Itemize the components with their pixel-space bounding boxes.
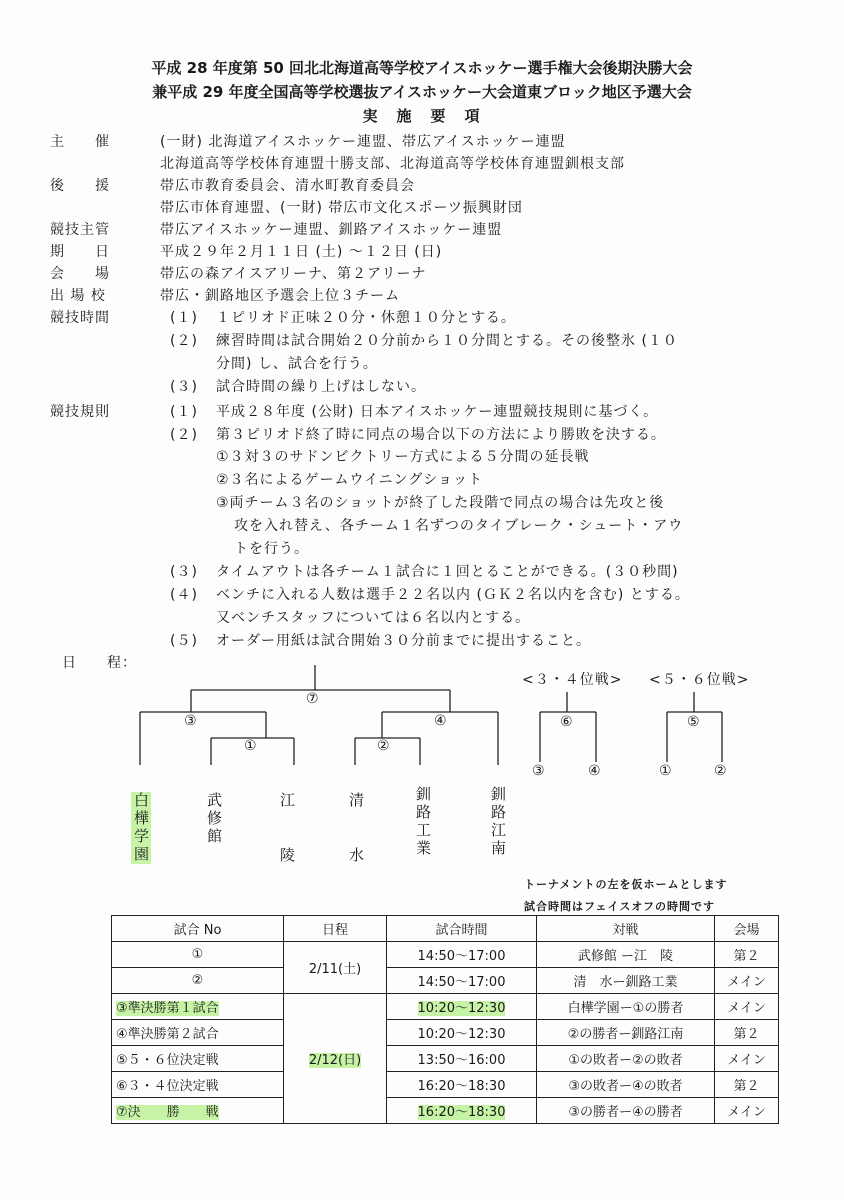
time-rule-2-text: 練習時間は試合開始２０分前から１０分間とする。その後整氷 (１０ xyxy=(216,333,678,349)
table-row xyxy=(112,1098,779,1124)
bracket-q1-game: ① xyxy=(244,738,258,754)
row-time-text: 16:20〜18:30 xyxy=(417,1105,506,1120)
row-venue: 第２ xyxy=(715,1020,779,1046)
row-game-no: ⑥３・４位決定戦 xyxy=(112,1072,284,1098)
date-day2-text: 2/12(日) xyxy=(308,1053,362,1068)
third-place-game: ⑥ xyxy=(560,714,574,730)
table-row xyxy=(112,968,779,994)
table-row xyxy=(112,1072,779,1098)
row-venue: メイン xyxy=(715,994,779,1020)
game-rule-4-text: ベンチに入れる人数は選手２２名以内 (ＧＫ２名以内を含む) とする。 xyxy=(216,587,690,603)
team-shirakaba: 白樺学園 xyxy=(132,792,150,864)
row-game-no: ② xyxy=(112,968,284,994)
teams-text: 帯広・釧路地区予選会上位３チーム xyxy=(160,288,400,304)
third-place-left: ③ xyxy=(532,763,546,779)
third-place-right: ④ xyxy=(588,763,602,779)
row-time xyxy=(387,1098,537,1124)
label-teams: 出 場 校 xyxy=(50,288,106,304)
row-time: 14:50〜17:00 xyxy=(387,968,537,994)
game-rule-1-text: 平成２８年度 (公財) 日本アイスホッケー連盟競技規則に基づく。 xyxy=(216,404,659,420)
row-game-no: ④準決勝第２試合 xyxy=(112,1020,284,1046)
row-match: ①の敗者ー②の敗者 xyxy=(537,1046,715,1072)
time-rule-3-text: 試合時間の繰り上げはしない。 xyxy=(216,379,426,395)
game-rule-sub-3-cont2: トを行う。 xyxy=(234,541,309,557)
row-match: ③の敗者ー④の敗者 xyxy=(537,1072,715,1098)
label-date: 期 日 xyxy=(50,244,110,260)
time-rule-2-cont: 分間) し、試合を行う。 xyxy=(216,356,378,372)
note-faceoff: 試合時間はフェイスオフの時間です xyxy=(524,900,716,913)
game-rule-sub-3: ③両チーム３名のショットが終了した段階で同点の場合は先攻と後 xyxy=(216,495,665,511)
time-rule-1-num: (１) xyxy=(170,310,198,326)
label-game-rules: 競技規則 xyxy=(50,404,110,420)
bracket-final-game: ⑦ xyxy=(306,691,320,707)
row-venue: 第２ xyxy=(715,1072,779,1098)
header-date: 日程 xyxy=(284,916,387,942)
row-match: 清 水ー釧路工業 xyxy=(537,968,715,994)
game-rule-3-num: (３) xyxy=(170,564,198,580)
game-rule-2-num: (２) xyxy=(170,427,198,443)
team-koryo: 江陵 xyxy=(278,792,296,902)
bracket-semi1-game: ③ xyxy=(184,713,198,729)
schedule-label: 日 程： xyxy=(62,655,137,671)
title-line-2: 兼平成 29 年度全国高等学校選抜アイスホッケー大会道東ブロック地区予選大会 xyxy=(152,83,692,101)
schedule-table xyxy=(111,915,779,1124)
row-venue: メイン xyxy=(715,968,779,994)
table-row xyxy=(112,994,779,1020)
row-time: 16:20〜18:30 xyxy=(387,1072,537,1098)
label-time-rules: 競技時間 xyxy=(50,310,110,326)
label-support: 後 援 xyxy=(50,178,110,194)
title-line-1: 平成 28 年度第 50 回北北海道高等学校アイスホッケー選手権大会後期決勝大会 xyxy=(151,59,693,77)
header-time: 試合時間 xyxy=(387,916,537,942)
row-match: ③の勝者ー④の勝者 xyxy=(537,1098,715,1124)
header-game-no: 試合 No xyxy=(112,916,284,942)
row-venue: メイン xyxy=(715,1098,779,1124)
header-match: 対戦 xyxy=(537,916,715,942)
third-place-title: <３・４位戦> xyxy=(522,672,623,688)
game-rule-5-text: オーダー用紙は試合開始３０分前までに提出すること。 xyxy=(216,633,591,649)
label-manager: 競技主管 xyxy=(50,222,110,238)
game-rule-sub-3-cont1: 攻を入れ替え、各チーム１名ずつのタイブレーク・シュート・アウ xyxy=(234,518,684,534)
fifth-place-game: ⑤ xyxy=(687,714,701,730)
sponsor-line-1: (一財) 北海道アイスホッケー連盟、帯広アイスホッケー連盟 xyxy=(160,134,566,150)
header-venue: 会場 xyxy=(715,916,779,942)
support-line-1: 帯広市教育委員会、清水町教育委員会 xyxy=(160,178,415,194)
row-venue: 第２ xyxy=(715,942,779,968)
venue-text: 帯広の森アイスアリーナ、第２アリーナ xyxy=(160,266,427,282)
support-line-2: 帯広市体育連盟、(一財) 帯広市文化スポーツ振興財団 xyxy=(160,200,523,216)
team-kushiro-kogyo: 釧路工業 xyxy=(414,786,432,858)
table-row xyxy=(112,1046,779,1072)
row-time: 14:50〜17:00 xyxy=(387,942,537,968)
team-kushiro-konan: 釧路江南 xyxy=(489,786,507,858)
table-row xyxy=(112,1020,779,1046)
sponsor-line-2: 北海道高等学校体育連盟十勝支部、北海道高等学校体育連盟釧根支部 xyxy=(160,156,625,172)
table-row xyxy=(112,942,779,968)
row-match: 武修館 ー江 陵 xyxy=(537,942,715,968)
row-game-no: ⑤５・６位決定戦 xyxy=(112,1046,284,1072)
row-match: 白樺学園ー①の勝者 xyxy=(537,994,715,1020)
bracket-semi2-game: ④ xyxy=(434,713,448,729)
row-time xyxy=(387,994,537,1020)
time-rule-2-num: (２) xyxy=(170,333,198,349)
title-line-3: 実 施 要 項 xyxy=(362,107,482,125)
table-header-row xyxy=(112,916,779,942)
row-time: 13:50〜16:00 xyxy=(387,1046,537,1072)
row-game-no: ① xyxy=(112,942,284,968)
label-sponsor: 主 催 xyxy=(50,134,110,150)
game-rule-3-text: タイムアウトは各チーム１試合に１回とることができる。(３０秒間) xyxy=(216,564,679,580)
team-bushukan: 武修館 xyxy=(205,792,223,846)
row-game-no xyxy=(112,994,284,1020)
label-venue: 会 場 xyxy=(50,266,110,282)
time-rule-1-text: １ピリオド正味２０分・休憩１０分とする。 xyxy=(216,310,516,326)
team-shimizu: 清水 xyxy=(347,792,365,902)
manager-text: 帯広アイスホッケー連盟、釧路アイスホッケー連盟 xyxy=(160,222,503,238)
row-game-no xyxy=(112,1098,284,1124)
game-rule-4-cont: 又ベンチスタッフについては６名以内とする。 xyxy=(216,610,531,626)
game-rule-5-num: (５) xyxy=(170,633,198,649)
date-text: 平成２９年２月１１日 (土) 〜１２日 (日) xyxy=(160,244,443,260)
fifth-place-left: ① xyxy=(659,763,673,779)
note-home: トーナメントの左を仮ホームとします xyxy=(524,878,728,891)
date-day1: 2/11(土) xyxy=(284,942,387,994)
game-rule-sub-1: ①３対３のサドンビクトリー方式による５分間の延長戦 xyxy=(216,449,590,465)
game-rule-sub-2: ②３名によるゲームウイニングショット xyxy=(216,472,484,488)
fifth-place-title: <５・６位戦> xyxy=(649,672,750,688)
fifth-place-right: ② xyxy=(714,763,728,779)
row-time: 10:20〜12:30 xyxy=(387,1020,537,1046)
row-game-no-text: ③準決勝第１試合 xyxy=(116,1001,219,1016)
date-day2 xyxy=(284,994,387,1124)
game-rule-1-num: (１) xyxy=(170,404,198,420)
game-rule-4-num: (４) xyxy=(170,587,198,603)
time-rule-3-num: (３) xyxy=(170,379,198,395)
row-match: ②の勝者ー釧路江南 xyxy=(537,1020,715,1046)
bracket-q2-game: ② xyxy=(377,738,391,754)
row-time-text: 10:20〜12:30 xyxy=(417,1001,506,1016)
row-venue: メイン xyxy=(715,1046,779,1072)
row-game-no-text: ⑦決 勝 戦 xyxy=(116,1105,219,1120)
game-rule-2-text: 第３ピリオド終了時に同点の場合以下の方法により勝敗を決する。 xyxy=(216,427,666,443)
